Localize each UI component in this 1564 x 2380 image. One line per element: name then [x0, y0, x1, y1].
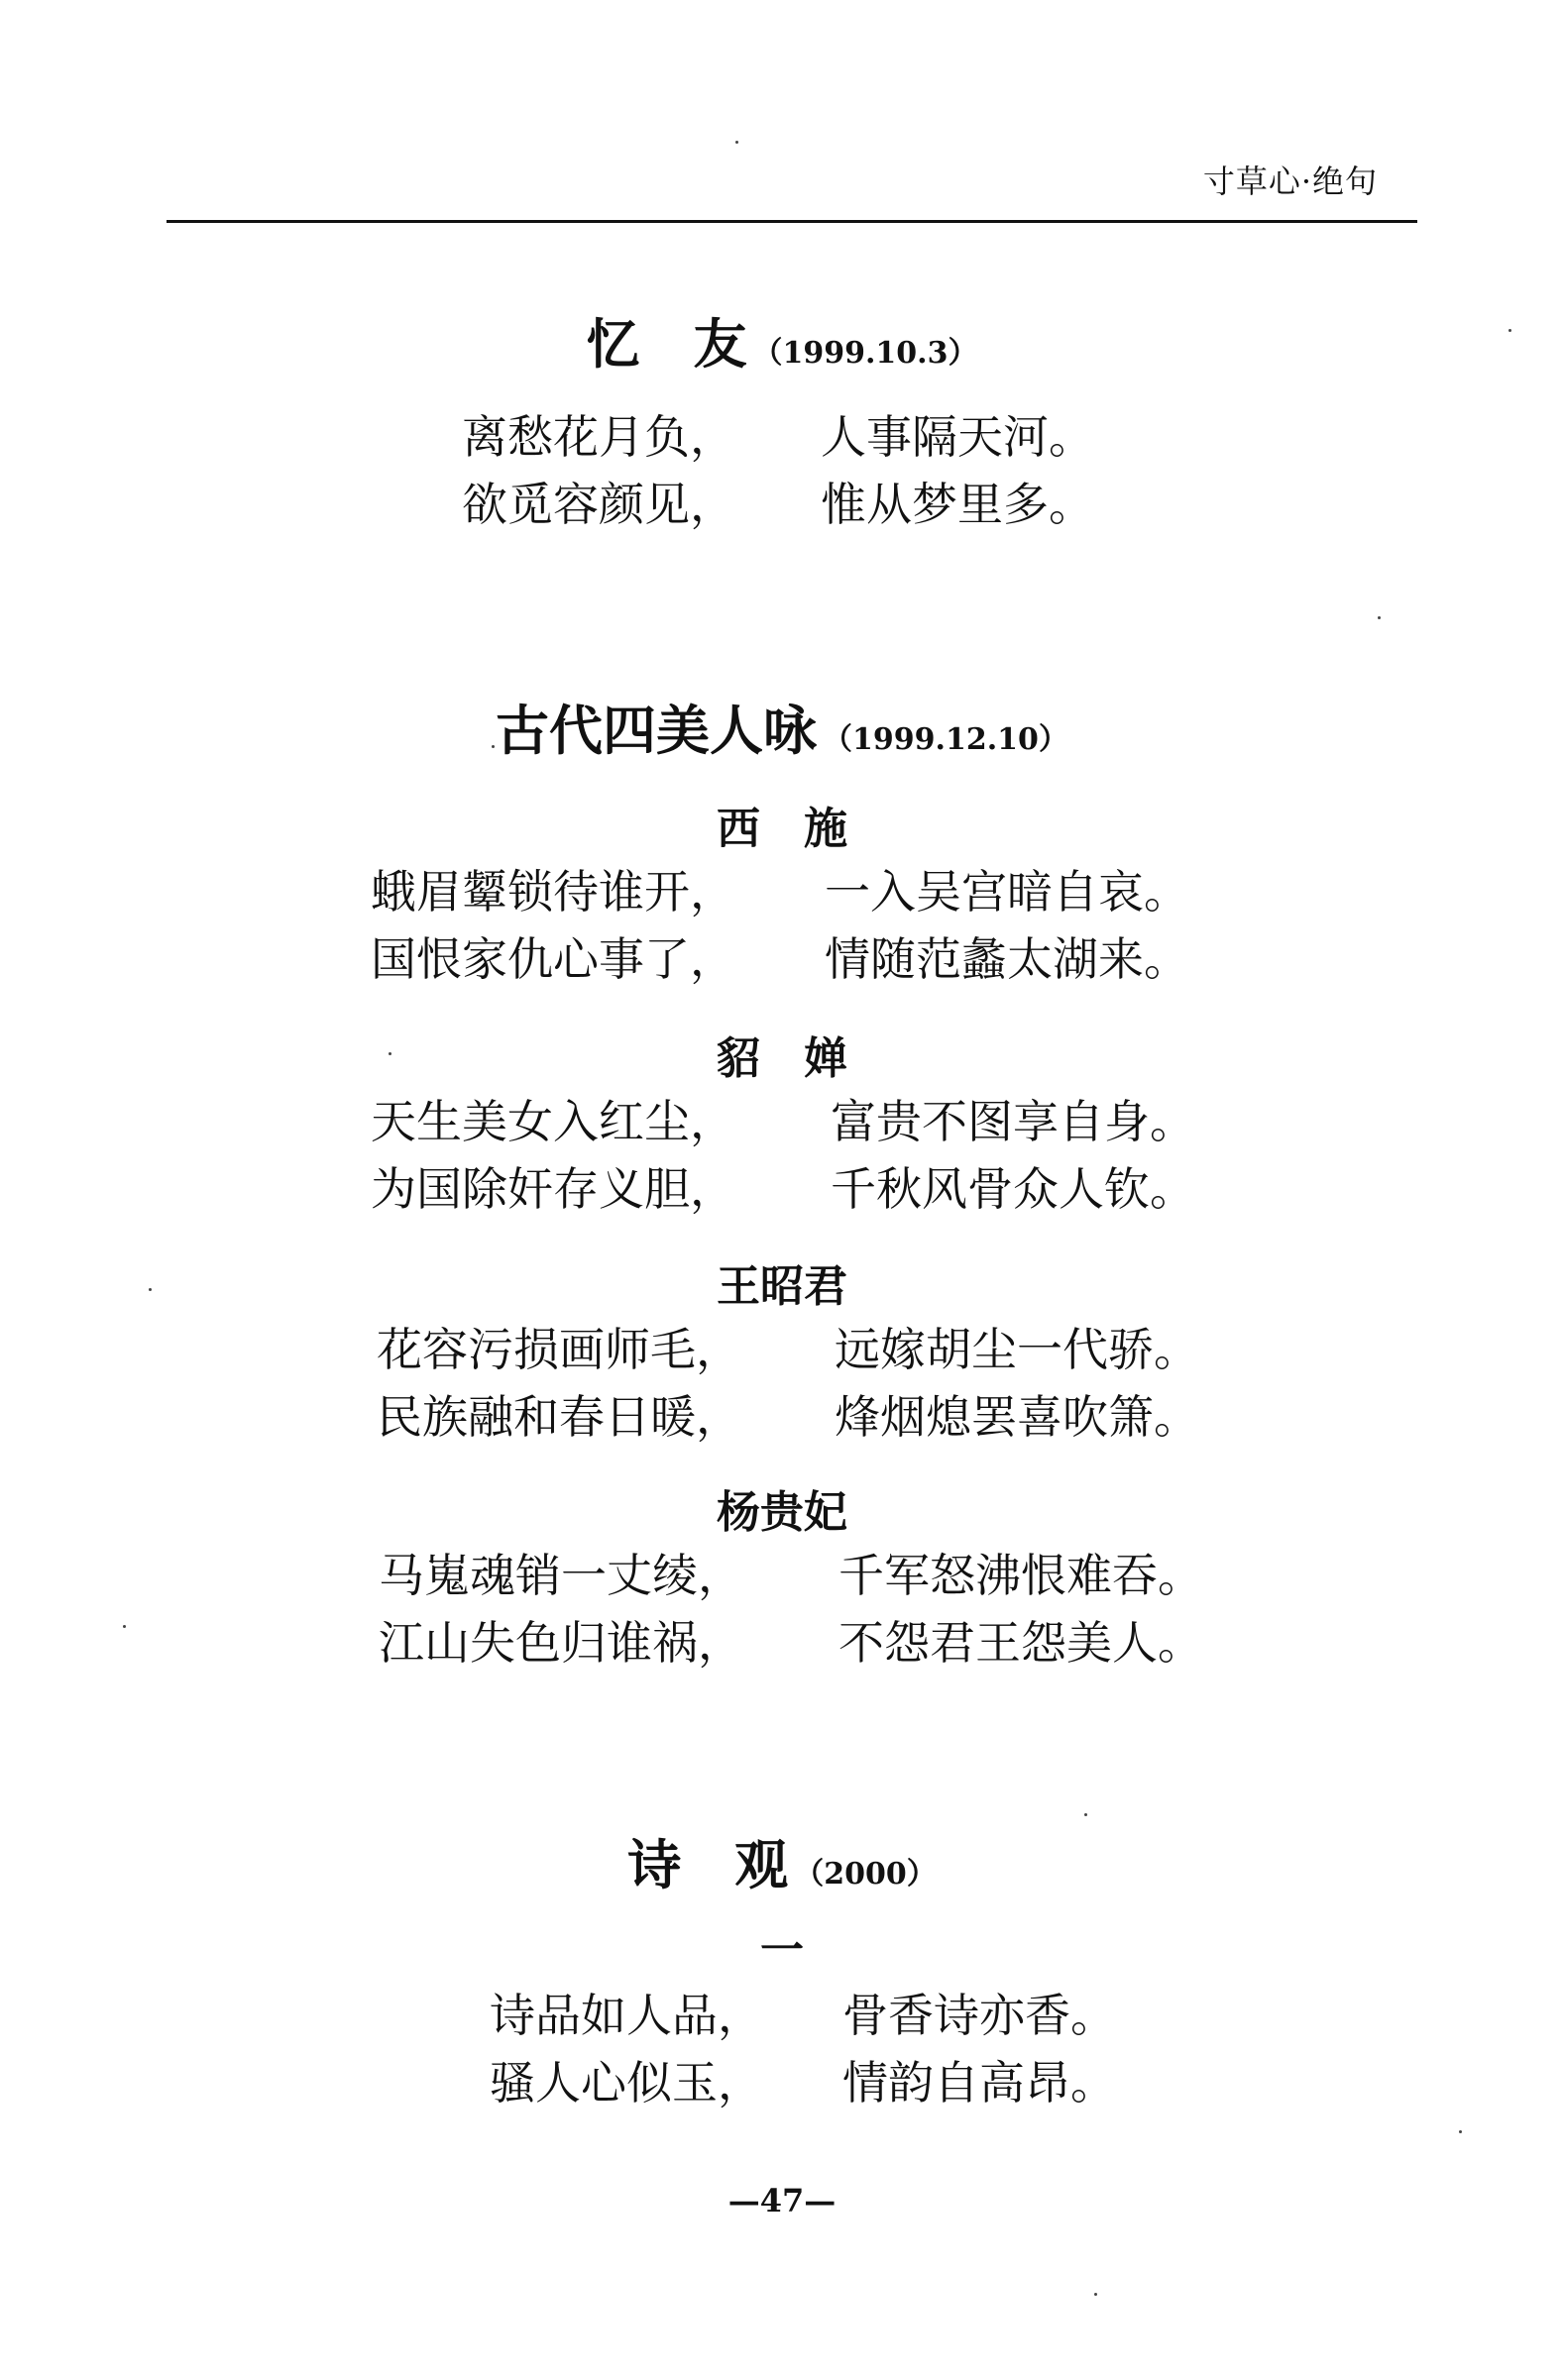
scan-speck	[1508, 329, 1511, 332]
scan-speck	[1378, 616, 1381, 619]
header-rule	[167, 220, 1417, 223]
poem-line-first-half: 蛾眉颦锁待谁开，	[371, 865, 735, 919]
scan-speck	[1084, 1813, 1087, 1816]
poem-line-second-half: 千秋风骨众人钦。	[831, 1162, 1195, 1216]
scan-speck	[492, 745, 495, 748]
poem-line-first-half: 诗品如人品，	[490, 1989, 763, 2042]
poem-line-second-half: 远嫁胡尘一代骄。	[835, 1323, 1199, 1376]
poem-line-second-half: 一入吴宫暗自哀。	[825, 865, 1189, 919]
poem-title-shi-guan	[0, 1823, 1564, 1899]
poem-line-second-half: 人事隔天河。	[821, 410, 1094, 464]
poem-line-first-half: 离愁花月负，	[462, 410, 735, 464]
poem-line-first-half: 花容污损画师毛，	[377, 1323, 741, 1376]
page-number: —47—	[727, 2182, 837, 2219]
poem-line-first-half: 国恨家仇心事了，	[371, 932, 735, 986]
scan-speck	[1459, 2130, 1462, 2133]
scan-speck	[1094, 2293, 1097, 2296]
section-subtitle-wang-zhaojun: 王昭君	[717, 1261, 847, 1312]
scan-speck	[389, 1052, 391, 1055]
scan-speck	[735, 141, 738, 144]
poem-title-text: 忆 友	[586, 313, 747, 376]
poem-line-first-half: 为国除奸存义胆，	[371, 1162, 735, 1216]
poem-line-first-half: 欲觅容颜见，	[462, 478, 735, 531]
scan-speck	[149, 1288, 152, 1291]
poem-title-yi-you	[0, 302, 1564, 379]
poem-line-second-half: 情随范蠡太湖来。	[825, 932, 1189, 986]
section-subtitle-yang-guifei: 杨贵妃	[717, 1487, 847, 1538]
poem-line-second-half: 骨香诗亦香。	[842, 1989, 1116, 2042]
running-header: 寸草心·绝句	[1202, 162, 1378, 200]
poem-date: （2000）	[794, 1857, 937, 1892]
poem-title-text: 古代四美人咏	[496, 700, 818, 762]
poem-title-four-beauties	[0, 689, 1564, 765]
poem-line-second-half: 烽烟熄罢喜吹箫。	[835, 1390, 1199, 1444]
poem-date: （1999.12.10）	[823, 722, 1068, 757]
poem-line-first-half: 天生美女入红尘，	[371, 1095, 735, 1148]
poem-line-second-half: 富贵不图享自身。	[831, 1095, 1195, 1148]
poem-line-second-half: 惟从梦里多。	[821, 478, 1094, 531]
section-subtitle-one: 一	[760, 1925, 804, 1976]
poem-line-first-half: 江山失色归谁祸，	[379, 1616, 743, 1670]
poem-line-first-half: 骚人心似玉，	[490, 2056, 763, 2110]
poem-title-text: 诗 观	[627, 1834, 789, 1896]
poem-line-first-half: 马嵬魂销一丈绫，	[379, 1549, 743, 1602]
poem-line-first-half: 民族融和春日暖，	[377, 1390, 741, 1444]
poem-line-second-half: 不怨君王怨美人。	[838, 1616, 1203, 1670]
scan-speck	[123, 1625, 126, 1628]
poem-line-second-half: 千军怒沸恨难吞。	[838, 1549, 1203, 1602]
poem-date: （1999.10.3）	[752, 336, 978, 371]
section-subtitle-diao-chan: 貂 婵	[717, 1033, 847, 1084]
poem-line-second-half: 情韵自高昂。	[842, 2056, 1116, 2110]
section-subtitle-xi-shi: 西 施	[717, 804, 847, 854]
